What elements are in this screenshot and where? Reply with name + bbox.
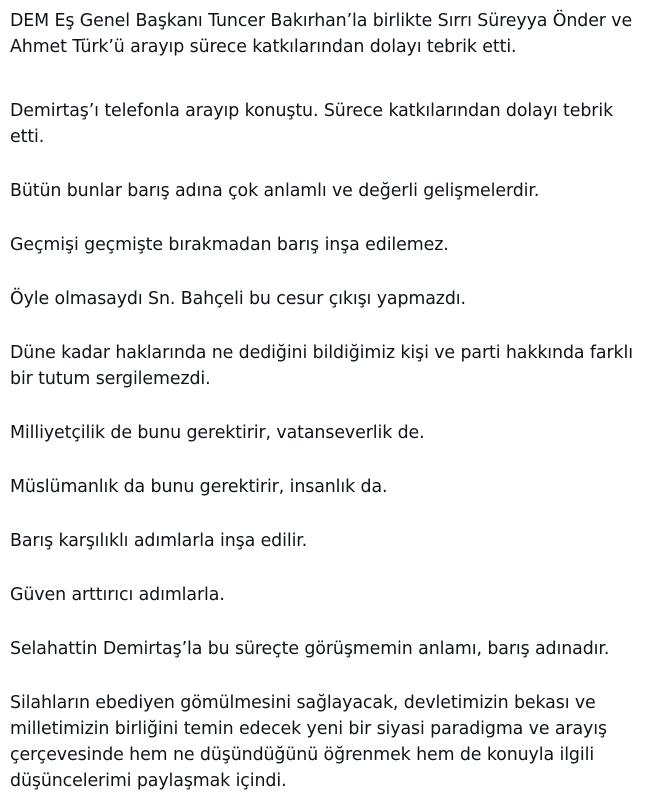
post-paragraph: Milliyetçilik de bunu gerektirir, vatanseverlik de. bbox=[10, 423, 425, 443]
post-paragraph: Öyle olmasaydı Sn. Bahçeli bu cesur çıkışı yapmazdı. bbox=[10, 289, 466, 309]
post-paragraph: Silahların ebediyen gömülmesini sağlayacak, devletimizin bekası ve milletimizin birliğini temin edecek yeni bir siyasi paradigma ve arayış çerçevesinde hem ne düşündüğünü öğrenmek hem de konuyla ilgili düşüncelerimi paylaşmak içindi. bbox=[10, 693, 607, 791]
post-paragraph: Bütün bunlar barış adına çok anlamlı ve değerli gelişmelerdir. bbox=[10, 181, 540, 201]
post-body-text bbox=[10, 0, 650, 794]
post-paragraph: DEM Eş Genel Başkanı Tuncer Bakırhan’la birlikte Sırrı Süreyya Önder ve Ahmet Türk’ü arayıp sürece katkılarından dolayı tebrik etti. bbox=[10, 11, 633, 57]
post-paragraph: Selahattin Demirtaş’la bu süreçte görüşmemin anlamı, barış adınadır. bbox=[10, 639, 610, 659]
post-paragraph: Demirtaş’ı telefonla arayıp konuştu. Sürece katkılarından dolayı tebrik etti. bbox=[10, 101, 614, 147]
post-paragraph: Müslümanlık da bunu gerektirir, insanlık da. bbox=[10, 477, 388, 497]
post-paragraph: Barış karşılıklı adımlarla inşa edilir. bbox=[10, 531, 308, 551]
post-paragraph: Düne kadar haklarında ne dediğini bildiğimiz kişi ve parti hakkında farklı bir tutum sergilemezdi. bbox=[10, 343, 633, 389]
post-paragraph: Güven arttırıcı adımlarla. bbox=[10, 585, 225, 605]
post-paragraph: Geçmişi geçmişte bırakmadan barış inşa edilemez. bbox=[10, 235, 449, 255]
